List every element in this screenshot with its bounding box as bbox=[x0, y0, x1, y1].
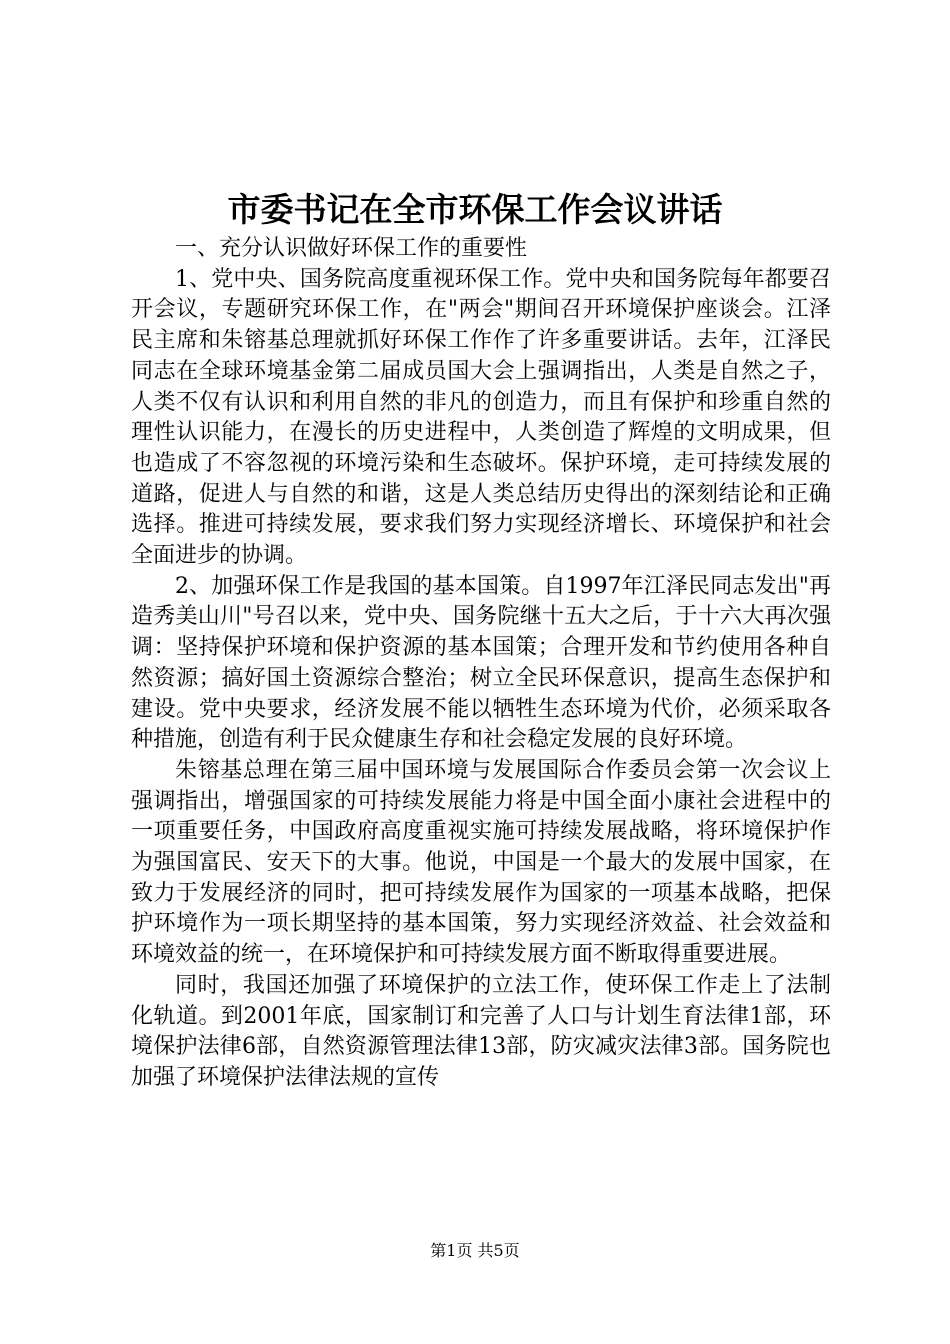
body-paragraph: 朱镕基总理在第三届中国环境与发展国际合作委员会第一次会议上强调指出，增强国家的可持续发展能力将是中国全面小康社会进程中的一项重要任务，中国政府高度重视实施可持续发展战略，将环境保护作为强国富民、安天下的大事。他说，中国是一个最大的发展中国家，在致力于发展经济的同时，把可持续发展作为国家的一项基本战略，把保护环境作为一项长期坚持的基本国策，努力实现经济效益、社会效益和环境效益的统一，在环境保护和可持续发展方面不断取得重要进展。 bbox=[131, 757, 831, 968]
document-body bbox=[131, 234, 831, 1094]
page-number-footer: 第1页 共5页 bbox=[430, 1241, 520, 1260]
section-heading: 一、充分认识做好环保工作的重要性 bbox=[175, 236, 528, 261]
document-title: 市委书记在全市环保工作会议讲话 bbox=[227, 190, 723, 229]
body-paragraph: 同时，我国还加强了环境保护的立法工作，使环保工作走上了法制化轨道。到2001年底，国家制订和完善了人口与计划生育法律1部，环境保护法律6部，自然资源管理法律13部，防灾减灾法律3部。国务院也加强了环境保护法律法规的宣传 bbox=[131, 972, 831, 1090]
body-paragraph: 2、加强环保工作是我国的基本国策。自1997年江泽民同志发出"再造秀美山川"号召以来，党中央、国务院继十五大之后，于十六大再次强调：坚持保护环境和保护资源的基本国策；合理开发和节约使用各种自然资源；搞好国土资源综合整治；树立全民环保意识，提高生态保护和建设。党中央要求，经济发展不能以牺牲生态环境为代价，必须采取各种措施，创造有利于民众健康生存和社会稳定发展的良好环境。 bbox=[131, 573, 831, 753]
body-paragraph: 1、党中央、国务院高度重视环保工作。党中央和国务院每年都要召开会议，专题研究环保工作，在"两会"期间召开环境保护座谈会。江泽民主席和朱镕基总理就抓好环保工作作了许多重要讲话。去年，江泽民同志在全球环境基金第二届成员国大会上强调指出，人类是自然之子，人类不仅有认识和利用自然的非凡的创造力，而且有保护和珍重自然的理性认识能力，在漫长的历史进程中，人类创造了辉煌的文明成果，但也造成了不容忽视的环境污染和生态破坏。保护环境，走可持续发展的道路，促进人与自然的和谐，这是人类总结历史得出的深刻结论和正确选择。推进可持续发展，要求我们努力实现经济增长、环境保护和社会全面进步的协调。 bbox=[131, 266, 831, 569]
